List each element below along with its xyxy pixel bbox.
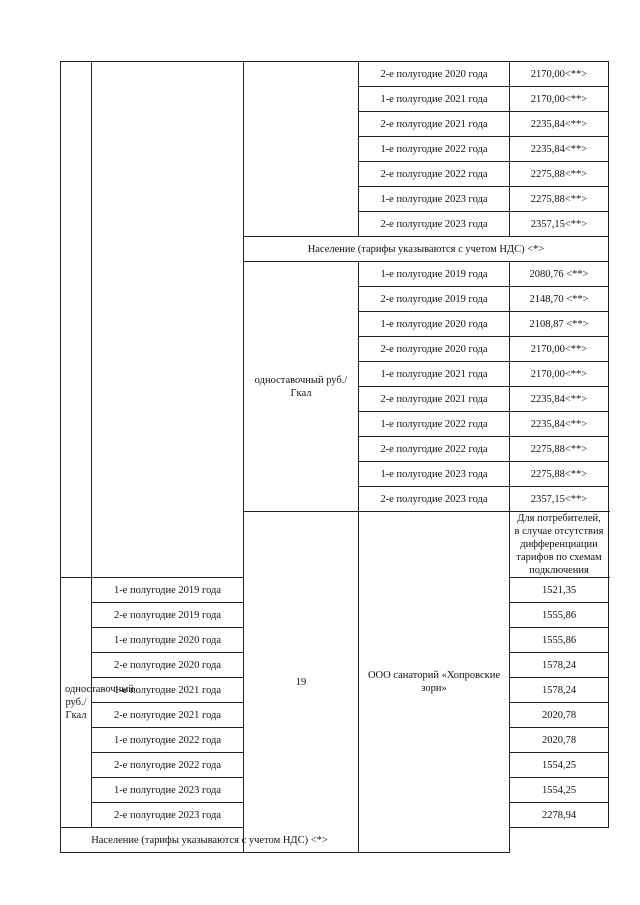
tariff-value-cell: 2275,88<**> (510, 187, 609, 212)
row-number-cell: 19 (244, 512, 359, 853)
period-cell: 2-е полугодие 2023 года (359, 487, 510, 512)
tariff-value-cell: 2357,15<**> (510, 487, 609, 512)
period-cell: 1-е полугодие 2023 года (92, 778, 244, 803)
tariff-table (60, 61, 609, 853)
tariff-value-cell: 1554,25 (510, 753, 609, 778)
tariff-value-cell: 2170,00<**> (510, 62, 609, 87)
consumers-header: Для потребителей, в случае отсутствия дифференциации тарифов по схемам подключения (510, 512, 609, 578)
tariff-value-cell: 2275,88<**> (510, 162, 609, 187)
period-cell: 1-е полугодие 2021 года (359, 87, 510, 112)
period-cell: 2-е полугодие 2022 года (359, 162, 510, 187)
period-cell: 1-е полугодие 2022 года (359, 137, 510, 162)
period-cell: 2-е полугодие 2023 года (359, 212, 510, 237)
section-header-row (61, 828, 609, 853)
tariff-value-cell: 2235,84<**> (510, 137, 609, 162)
organization-cell: ООО санаторий «Хопровские зори» (359, 512, 510, 853)
row-number-cell (61, 62, 92, 578)
tariff-value-cell: 2108,87 <**> (510, 312, 609, 337)
period-cell: 2-е полугодие 2019 года (92, 603, 244, 628)
period-cell: 1-е полугодие 2020 года (359, 312, 510, 337)
tariff-value-cell: 2235,84<**> (510, 112, 609, 137)
tariff-value-cell: 2170,00<**> (510, 87, 609, 112)
tariff-type-cell: одноставочный руб./Гкал (244, 262, 359, 512)
tariff-type-cell (244, 62, 359, 237)
tariff-table-body (61, 62, 609, 853)
period-cell: 2-е полугодие 2021 года (92, 703, 244, 728)
period-cell: 2-е полугодие 2022 года (92, 753, 244, 778)
period-cell: 1-е полугодие 2021 года (359, 362, 510, 387)
population-header: Население (тарифы указываются с учетом НДС) <*> (244, 237, 609, 262)
tariff-value-cell: 2275,88<**> (510, 462, 609, 487)
tariff-value-cell: 1521,35 (510, 578, 609, 603)
period-cell: 2-е полугодие 2022 года (359, 437, 510, 462)
period-cell: 1-е полугодие 2022 года (92, 728, 244, 753)
tariff-type-cell: одноставочный руб./Гкал (61, 578, 92, 828)
period-cell: 2-е полугодие 2021 года (359, 112, 510, 137)
period-cell: 2-е полугодие 2019 года (359, 287, 510, 312)
period-cell: 1-е полугодие 2019 года (359, 262, 510, 287)
tariff-value-cell: 1554,25 (510, 778, 609, 803)
tariff-value-cell: 1578,24 (510, 678, 609, 703)
period-cell: 2-е полугодие 2020 года (359, 62, 510, 87)
period-cell: 1-е полугодие 2021 года (92, 678, 244, 703)
period-cell: 2-е полугодие 2021 года (359, 387, 510, 412)
organization-cell (92, 62, 244, 578)
period-cell: 2-е полугодие 2020 года (92, 653, 244, 678)
tariff-value-cell: 2170,00<**> (510, 337, 609, 362)
period-cell: 2-е полугодие 2023 года (92, 803, 244, 828)
tariff-value-cell: 1555,86 (510, 603, 609, 628)
tariff-value-cell: 2170,00<**> (510, 362, 609, 387)
tariff-value-cell: 2020,78 (510, 703, 609, 728)
period-cell: 1-е полугодие 2020 года (92, 628, 244, 653)
period-cell: 1-е полугодие 2023 года (359, 187, 510, 212)
period-cell: 1-е полугодие 2022 года (359, 412, 510, 437)
tariff-value-cell: 2357,15<**> (510, 212, 609, 237)
population-header: Население (тарифы указываются с учетом НДС) <*> (61, 828, 359, 853)
period-cell: 2-е полугодие 2020 года (359, 337, 510, 362)
tariff-value-cell: 2278,94 (510, 803, 609, 828)
tariff-value-cell: 2020,78 (510, 728, 609, 753)
period-cell: 1-е полугодие 2023 года (359, 462, 510, 487)
tariff-value-cell: 2275,88<**> (510, 437, 609, 462)
tariff-value-cell: 2080,76 <**> (510, 262, 609, 287)
table-row (61, 62, 609, 87)
tariff-value-cell: 1555,86 (510, 628, 609, 653)
tariff-value-cell: 2148,70 <**> (510, 287, 609, 312)
tariff-value-cell: 2235,84<**> (510, 412, 609, 437)
period-cell: 1-е полугодие 2019 года (92, 578, 244, 603)
tariff-value-cell: 2235,84<**> (510, 387, 609, 412)
tariff-value-cell: 1578,24 (510, 653, 609, 678)
